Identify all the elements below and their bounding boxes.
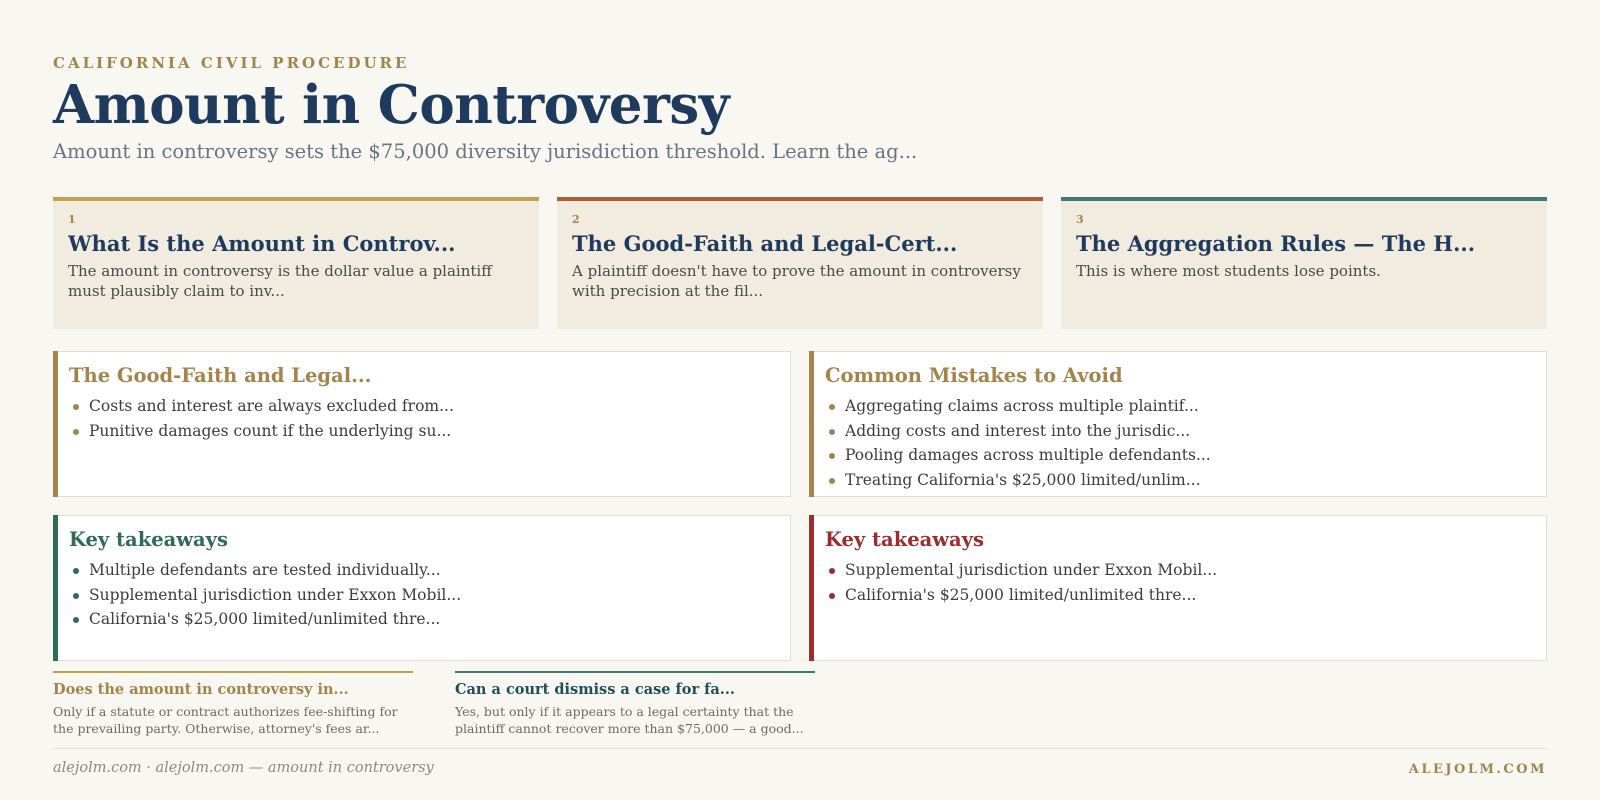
panel-accent-bar bbox=[809, 515, 814, 661]
list-item bbox=[69, 558, 774, 583]
bullet-list bbox=[825, 558, 1530, 607]
step-title: The Good-Faith and Legal-Cert... bbox=[572, 231, 958, 256]
panel-title: Common Mistakes to Avoid bbox=[825, 364, 1123, 387]
list-item-text: Pooling damages across multiple defendants... bbox=[845, 446, 1211, 464]
page bbox=[53, 0, 1547, 800]
footer-divider bbox=[53, 748, 1547, 749]
bullet-icon bbox=[73, 617, 79, 623]
page-title: Amount in Controversy bbox=[53, 74, 730, 136]
list-item-text: California's $25,000 limited/unlimited thre... bbox=[845, 585, 1197, 604]
step-text: This is where most students lose points. bbox=[1076, 262, 1381, 280]
faq-answer: Only if a statute or contract authorizes fee-shifting for the prevailing party. Otherwise, attorney's fees ar... bbox=[53, 704, 398, 736]
faq-item[interactable] bbox=[53, 671, 413, 737]
step-text: The amount in controversy is the dollar value a plaintiff must plausibly claim to inv... bbox=[68, 262, 492, 300]
bullet-icon bbox=[73, 568, 79, 574]
steps-row bbox=[53, 197, 1547, 329]
panel-title: Key takeaways bbox=[825, 528, 984, 551]
list-item-text: Punitive damages count if the underlying su... bbox=[89, 421, 452, 440]
panel-title: The Good-Faith and Legal... bbox=[69, 364, 372, 387]
step-title: The Aggregation Rules — The H... bbox=[1076, 231, 1476, 256]
bullet-icon bbox=[829, 568, 835, 574]
bullet-icon bbox=[73, 429, 79, 435]
bullet-icon bbox=[829, 593, 835, 599]
bullet-list bbox=[69, 558, 774, 632]
list-item bbox=[825, 583, 1530, 608]
common-mistakes-panel bbox=[809, 351, 1547, 497]
key-takeaways-panel bbox=[53, 515, 791, 661]
panel-accent-bar bbox=[53, 515, 58, 661]
step-number: 1 bbox=[68, 213, 76, 226]
list-item-text: Supplemental jurisdiction under Exxon Mobil... bbox=[845, 561, 1218, 579]
list-item bbox=[825, 558, 1530, 583]
list-item bbox=[69, 583, 774, 608]
bullet-icon bbox=[829, 404, 835, 410]
list-item bbox=[69, 607, 774, 632]
list-item bbox=[825, 419, 1530, 444]
bullet-icon bbox=[829, 429, 835, 435]
step-number: 3 bbox=[1076, 213, 1084, 226]
page-eyebrow: CALIFORNIA CIVIL PROCEDURE bbox=[53, 54, 410, 72]
list-item bbox=[69, 419, 774, 444]
list-item-text: California's $25,000 limited/unlimited thre... bbox=[89, 610, 441, 628]
list-item-text: Costs and interest are always excluded from... bbox=[89, 397, 454, 415]
list-item-text: Adding costs and interest into the jurisdic... bbox=[845, 421, 1191, 440]
faq-question: Does the amount in controversy in... bbox=[53, 681, 349, 698]
faq-answer: Yes, but only if it appears to a legal certainty that the plaintiff cannot recover more than $75,000 — a good... bbox=[455, 704, 804, 736]
step-number: 2 bbox=[572, 213, 580, 226]
step-card-1[interactable] bbox=[53, 197, 539, 329]
panel-accent-bar bbox=[809, 351, 814, 497]
step-title: What Is the Amount in Controv... bbox=[68, 231, 456, 256]
list-item bbox=[825, 443, 1530, 468]
list-item bbox=[825, 394, 1530, 419]
list-item bbox=[69, 394, 774, 419]
step-text: A plaintiff doesn't have to prove the amount in controversy with precision at the fil... bbox=[572, 262, 1021, 300]
faq-item[interactable] bbox=[455, 671, 815, 737]
footer-site-text: alejolm.com · alejolm.com — amount in controversy bbox=[53, 760, 434, 776]
panel-accent-bar bbox=[53, 351, 58, 497]
step-card-3[interactable] bbox=[1061, 197, 1547, 329]
bullet-list bbox=[69, 394, 774, 443]
list-item-text: Supplemental jurisdiction under Exxon Mobil... bbox=[89, 585, 462, 604]
list-item bbox=[825, 468, 1530, 493]
faq-question: Can a court dismiss a case for fa... bbox=[455, 681, 735, 698]
bullet-icon bbox=[73, 404, 79, 410]
good-faith-panel bbox=[53, 351, 791, 497]
bullet-icon bbox=[829, 478, 835, 484]
step-card-2[interactable] bbox=[557, 197, 1043, 329]
panel-title: Key takeaways bbox=[69, 528, 228, 551]
page-subtitle: Amount in controversy sets the $75,000 diversity jurisdiction threshold. Learn the ag... bbox=[53, 140, 918, 163]
key-takeaways-panel-secondary bbox=[809, 515, 1547, 661]
bullet-icon bbox=[73, 593, 79, 599]
list-item-text: Aggregating claims across multiple plaintif... bbox=[845, 397, 1199, 415]
list-item-text: Treating California's $25,000 limited/unlim... bbox=[845, 470, 1201, 489]
bullet-icon bbox=[829, 453, 835, 459]
bullet-list bbox=[825, 394, 1530, 492]
list-item-text: Multiple defendants are tested individually... bbox=[89, 561, 441, 579]
footer-brand-link[interactable]: ALEJOLM.COM bbox=[1408, 762, 1547, 777]
